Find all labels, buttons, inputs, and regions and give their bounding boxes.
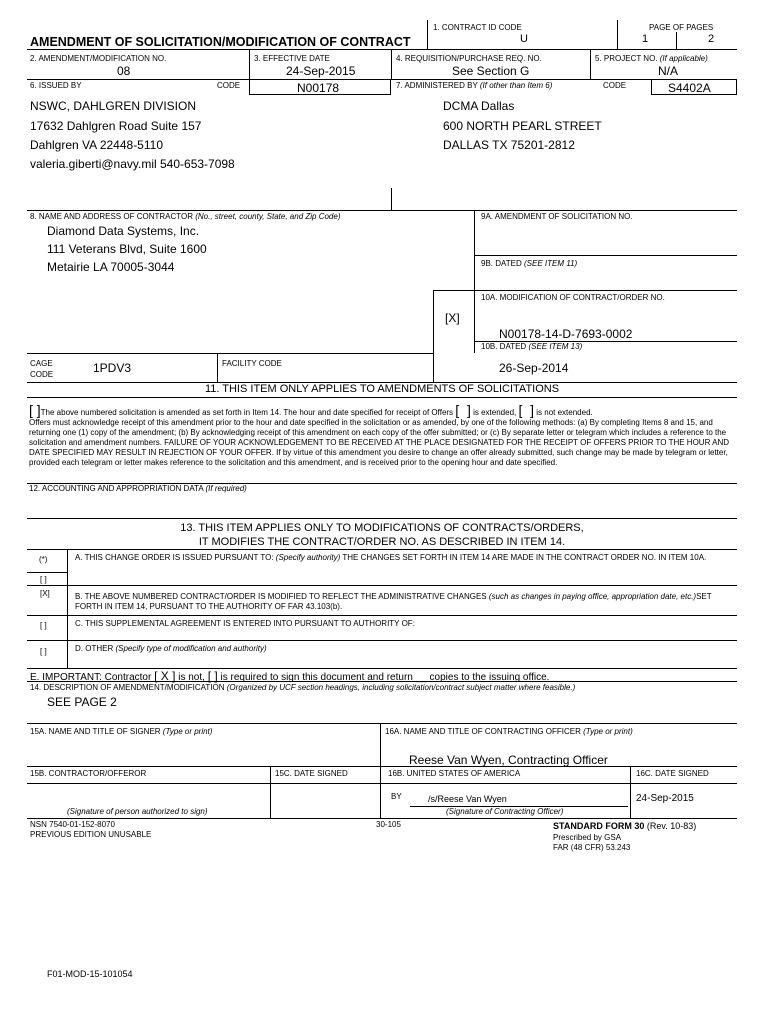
contractor-address-1: 111 Veterans Blvd, Suite 1600 xyxy=(47,242,207,256)
contractor-offeror-label: 15B. CONTRACTOR/OFFEROR xyxy=(30,769,147,778)
issuer-line-2: 17632 Dahlgren Road Suite 157 xyxy=(30,119,202,133)
item-13-star-label: (*) xyxy=(39,555,48,564)
project-no-value: N/A xyxy=(658,64,679,78)
cage-label-1: CAGE xyxy=(30,359,53,368)
nsn-number: NSN 7540-01-152-8070 xyxy=(30,820,115,829)
contracting-officer-value: Reese Van Wyen, Contracting Officer xyxy=(409,753,608,767)
standard-form-id: STANDARD FORM 30 (Rev. 10-83) xyxy=(553,821,697,831)
effective-date-label: 3. EFFECTIVE DATE xyxy=(254,54,330,63)
contract-id-value: U xyxy=(520,33,528,45)
item-13d-checkbox[interactable]: [ ] xyxy=(40,647,47,656)
requisition-label: 4. REQUISITION/PURCHASE REQ. NO. xyxy=(396,54,542,63)
form-title: AMENDMENT OF SOLICITATION/MODIFICATION OF CONTRACT xyxy=(30,35,411,49)
modification-no-value: N00178-14-D-7693-0002 xyxy=(499,327,633,341)
contracting-officer-label: 16A. NAME AND TITLE OF CONTRACTING OFFICER (Type or print) xyxy=(385,727,633,736)
admin-line-2: 600 NORTH PEARL STREET xyxy=(443,119,602,133)
contractor-required-mark[interactable]: [ ] xyxy=(207,669,218,683)
facility-code-label: FACILITY CODE xyxy=(222,359,282,368)
item-9b-label: 9B. DATED (SEE ITEM 11) xyxy=(481,259,578,268)
admin-code-value: S4402A xyxy=(668,81,711,95)
issued-by-label: 6. ISSUED BY xyxy=(30,81,82,90)
item-13a-checkbox[interactable]: [ ] xyxy=(40,575,47,584)
cage-label-2: CODE xyxy=(30,370,54,379)
officer-signature: /s/Reese Van Wyen xyxy=(428,794,507,804)
solicitation-amended-checkbox[interactable]: [ ] xyxy=(29,402,41,418)
accounting-data-label: 12. ACCOUNTING AND APPROPRIATION DATA (If required) xyxy=(29,484,247,493)
item-11-instructions: Offers must acknowledge receipt of this amendment prior to the hour and date specified in the solicitation or as amended, by one of the following methods: (a) By completing Items 8 and 15, and returning one (1) copy of the amendment; (b) By acknowledging receipt of this amendment on each copy of the offer submitted; or (c) By separate letter or telegram which includes a reference to the solicitation and amendment numbers. FAILURE OF YOUR ACKNOWLEDGEMENT TO BE RECEIVED AT THE PLACE DESIGNATED FOR THE RECEIPT OF OFFERS PRIOR TO THE HOUR AND DATE SPECIFIED MAY RESULT IN REJECTION OF YOUR OFFER. If by virtue of this amendment you desire to change an offer already submitted, such change may be made by telegram or letter, provided each telegram or letter makes reference to the solicitation and this amendment, and is received prior to the opening hour and date specified. xyxy=(29,418,730,467)
issued-code-label: CODE xyxy=(217,81,241,90)
form-number: 30-105 xyxy=(376,820,401,829)
signer-name-label: 15A. NAME AND TITLE OF SIGNER (Type or print) xyxy=(30,727,213,736)
page-value: 1 xyxy=(642,33,649,45)
officer-date-signed-value: 24-Sep-2015 xyxy=(636,793,694,804)
item-13b-text: B. THE ABOVE NUMBERED CONTRACT/ORDER IS MODIFIED TO REFLECT THE ADMINISTRATIVE CHANGES (such as changes in paying office, appropriation date, etc.)SET FORTH IN ITEM 14, PURSUANT TO THE AUTHORITY OF FAR 43.103(b). xyxy=(75,592,712,611)
item-13a-text: A. THIS CHANGE ORDER IS ISSUED PURSUANT TO: (Specify authority) THE CHANGES SET FORTH IN ITEM 14 ARE MADE IN THE CONTRACT ORDER NO. IN ITEM 10A. xyxy=(75,553,707,562)
item-13c-text: C. THIS SUPPLEMENTAL AGREEMENT IS ENTERED INTO PURSUANT TO AUTHORITY OF: xyxy=(75,619,415,628)
amendment-no-label: 2. AMENDMENT/MODIFICATION NO. xyxy=(30,54,167,63)
issuer-line-1: NSWC, DAHLGREN DIVISION xyxy=(30,99,197,113)
contract-id-label: 1. CONTRACT ID CODE xyxy=(433,23,522,32)
item-11-check-line: [ ]The above numbered solicitation is amended as set forth in Item 14. The hour and date specified for receipt of Offers [ ] is extended, [ ] is not extended. xyxy=(29,402,593,418)
issuer-email-phone: valeria.giberti@navy.mil 540-653-7098 xyxy=(30,157,235,171)
issuer-line-3: Dahlgren VA 22448-5110 xyxy=(30,138,163,152)
officer-signature-caption: (Signature of Contracting Officer) xyxy=(446,807,564,816)
contractor-address-2: Metairie LA 70005-3044 xyxy=(47,260,175,274)
us-label: 16B. UNITED STATES OF AMERICA xyxy=(388,769,521,778)
previous-edition-note: PREVIOUS EDITION UNUSABLE xyxy=(30,830,152,839)
contractor-signature-caption: (Signature of person authorized to sign) xyxy=(67,807,208,816)
admin-line-1: DCMA Dallas xyxy=(443,99,515,113)
document-code: F01-MOD-15-101054 xyxy=(47,969,133,979)
officer-date-signed-label: 16C. DATE SIGNED xyxy=(636,769,709,778)
amendment-solicitation-label: 9A. AMENDMENT OF SOLICITATION NO. xyxy=(481,212,633,221)
item-13d-text: D. OTHER (Specify type of modification and authority) xyxy=(75,644,267,653)
contractor-date-signed-label: 15C. DATE SIGNED xyxy=(275,769,348,778)
issued-code-value: N00178 xyxy=(297,81,340,95)
item-10b-label: 10B. DATED (SEE ITEM 13) xyxy=(481,342,583,351)
item-10b-value: 26-Sep-2014 xyxy=(499,361,569,375)
description-value: SEE PAGE 2 xyxy=(47,695,117,709)
item-13-title-1: 13. THIS ITEM APPLIES ONLY TO MODIFICATIONS OF CONTRACTS/ORDERS, xyxy=(180,522,584,534)
effective-date-value: 24-Sep-2015 xyxy=(286,64,356,78)
item-13c-checkbox[interactable]: [ ] xyxy=(40,621,47,630)
project-no-label: 5. PROJECT NO. (If applicable) xyxy=(595,54,708,63)
prescribed-by: Prescribed by GSA xyxy=(553,833,622,842)
description-label: 14. DESCRIPTION OF AMENDMENT/MODIFICATION (Organized by UCF section headings, including solicitation/contract subject matter where feasible.) xyxy=(30,683,576,692)
item-11-title: 11. THIS ITEM ONLY APPLIES TO AMENDMENTS OF SOLICITATIONS xyxy=(204,383,560,395)
contractor-not-required-mark[interactable]: [ X ] xyxy=(154,669,176,683)
contractor-name: Diamond Data Systems, Inc. xyxy=(47,224,200,238)
offers-not-extended-checkbox[interactable]: [ ] xyxy=(518,402,535,418)
modification-no-label: 10A. MODIFICATION OF CONTRACT/ORDER NO. xyxy=(481,293,665,302)
modification-checkbox[interactable]: [X] xyxy=(445,311,460,325)
far-reference: FAR (48 CFR) 53.243 xyxy=(553,843,631,852)
administered-by-label: 7. ADMINISTERED BY (If other than Item 6) xyxy=(396,81,553,90)
cage-code-value: 1PDV3 xyxy=(93,361,132,375)
item-13-title-2: IT MODIFIES THE CONTRACT/ORDER NO. AS DESCRIBED IN ITEM 14. xyxy=(198,536,566,548)
admin-code-label: CODE xyxy=(603,81,627,90)
offers-extended-checkbox[interactable]: [ ] xyxy=(455,402,471,418)
contractor-label: 8. NAME AND ADDRESS OF CONTRACTOR (No., street, county, State, and Zip Code) xyxy=(30,212,341,221)
item-13b-checkbox[interactable]: [X] xyxy=(40,589,50,598)
amendment-no-value: 08 xyxy=(117,64,131,78)
by-label: BY xyxy=(391,792,402,801)
pages-value: 2 xyxy=(708,33,715,45)
admin-line-3: DALLAS TX 75201-2812 xyxy=(443,138,575,152)
requisition-value: See Section G xyxy=(452,64,530,78)
page-label: PAGE OF PAGES xyxy=(649,23,714,32)
important-signature-line: E. IMPORTANT: Contractor [ X ] is not, [ ] is required to sign this document and return __ copies to the issuing office. xyxy=(30,669,550,683)
